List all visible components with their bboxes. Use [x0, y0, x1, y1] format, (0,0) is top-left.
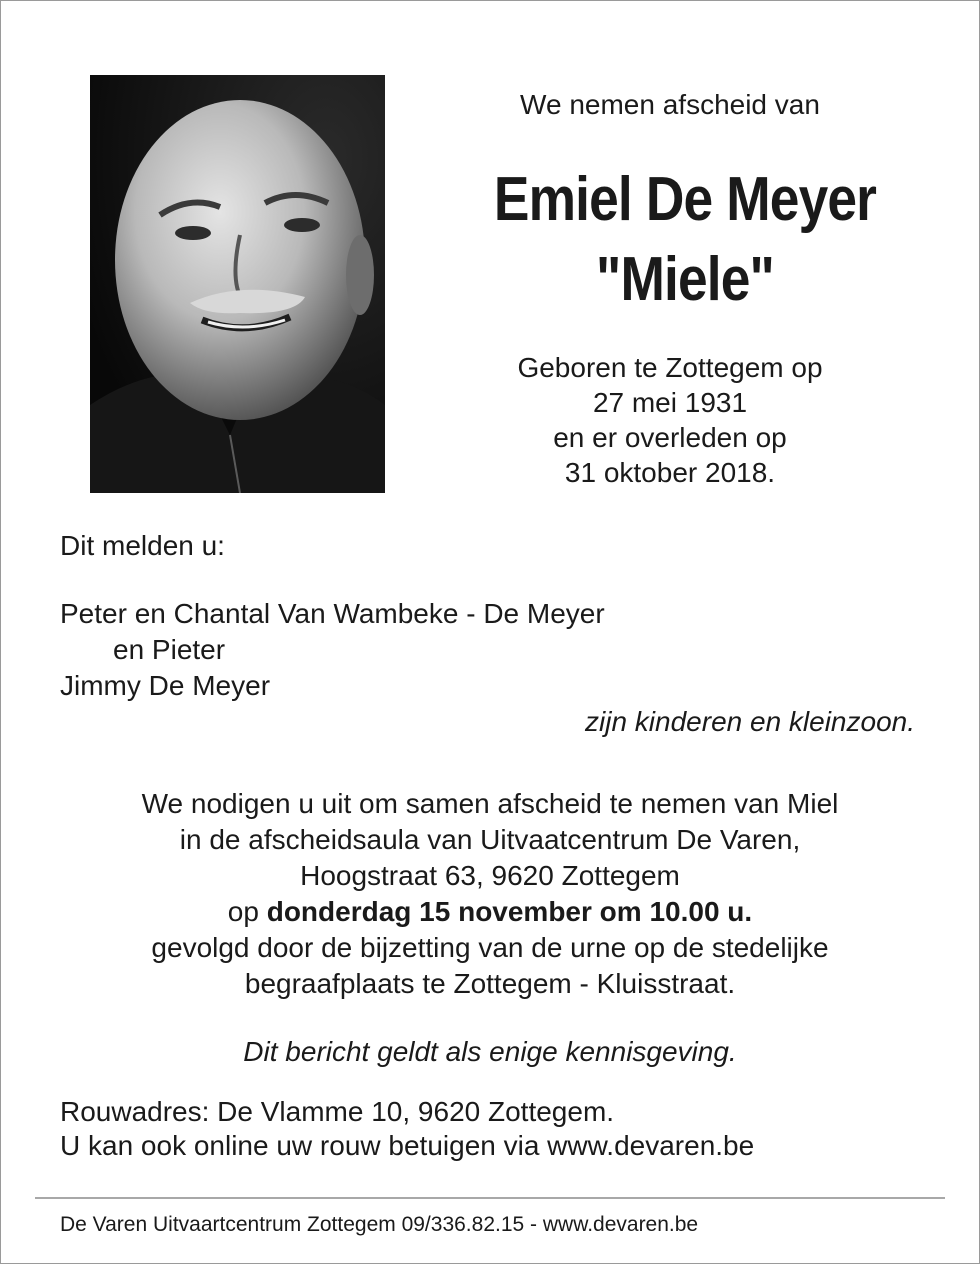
invitation-line: We nodigen u uit om samen afscheid te nemen van Miel	[141, 788, 839, 819]
invitation-line: gevolgd door de bijzetting van de urne op de stedelijke	[151, 932, 829, 963]
invitation-date-prefix: op	[227, 896, 259, 927]
family-signature: zijn kinderen en kleinzoon.	[585, 706, 915, 737]
invitation-date	[60, 894, 920, 930]
footer-divider	[35, 1197, 945, 1199]
online-condolence: U kan ook online uw rouw betuigen via www.devaren.be	[60, 1130, 755, 1161]
invitation-block	[60, 786, 920, 1002]
deceased-nickname: "Miele"	[596, 245, 774, 314]
family-member: Peter en Chantal Van Wambeke - De Meyer	[60, 598, 605, 629]
intro-line: We nemen afscheid van	[520, 89, 820, 120]
family-member: Jimmy De Meyer	[60, 670, 271, 701]
portrait-photo	[90, 75, 385, 493]
disclaimer: Dit bericht geldt als enige kennisgeving.	[243, 1036, 737, 1067]
birth-date-line: 27 mei 1931	[592, 387, 748, 418]
mourning-address: Rouwadres: De Vlamme 10, 9620 Zottegem.	[60, 1096, 615, 1127]
family-member: en Pieter	[113, 634, 226, 665]
invitation-address: Hoogstraat 63, 9620 Zottegem	[300, 860, 680, 891]
invitation-date-time: donderdag 15 november om 10.00 u.	[266, 896, 753, 927]
deceased-name	[474, 160, 895, 320]
invitation-line: in de afscheidsaula van Uitvaatcentrum De Varen,	[179, 824, 801, 855]
footer-credit: De Varen Uitvaartcentrum Zottegem 09/336.82.15 - www.devaren.be	[60, 1213, 699, 1236]
invitation-line: begraafplaats te Zottegem - Kluisstraat.	[244, 968, 736, 999]
birth-death-details	[470, 350, 870, 490]
announce-line: Dit melden u:	[60, 530, 225, 561]
birth-place-line: Geboren te Zottegem op	[517, 352, 823, 383]
death-date-line: 31 oktober 2018.	[564, 457, 776, 488]
deceased-name-full: Emiel De Meyer	[493, 165, 877, 234]
portrait-photo-icon	[90, 75, 385, 493]
death-place-line: en er overleden op	[553, 422, 787, 453]
